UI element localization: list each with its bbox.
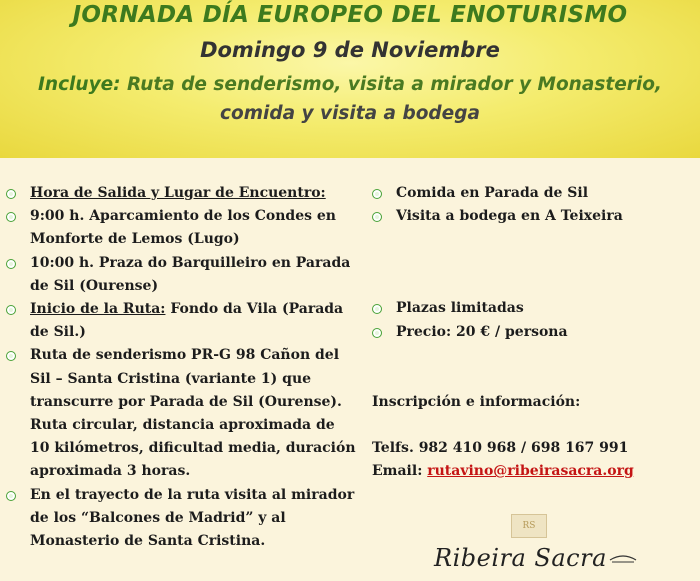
email-label: Email: xyxy=(372,463,428,480)
route-visit: En el trayecto de la ruta visita al mirador de los “Balcones de Madrid” y al Monasterio de Santa Cristina. xyxy=(30,486,355,550)
list-item xyxy=(372,182,692,205)
bullet-icon xyxy=(6,212,16,222)
logo-text: Ribeira Sacra xyxy=(434,544,607,572)
ribeira-sacra-logo xyxy=(432,504,642,581)
bullet-icon xyxy=(372,328,382,338)
winery-text: Visita a bodega en A Teixeira xyxy=(396,208,623,225)
logo-mark: RS xyxy=(511,514,547,538)
right-column xyxy=(372,182,692,483)
email-line xyxy=(372,460,692,483)
phone-numbers: Telfs. 982 410 968 / 698 167 991 xyxy=(372,440,629,457)
bullet-icon xyxy=(6,259,16,269)
route-description: Ruta de senderismo PR-G 98 Cañon del Sil – Santa Cristina (variante 1) que transcurre por Parada de Sil (Ourense). Ruta circular, distancia aproximada de 10 kilómetros, dificultad media, duración aproximada 3 horas. xyxy=(30,347,356,480)
event-title: JORNADA DÍA EUROPEO DEL ENOTURISMO xyxy=(72,2,628,28)
departure-parada: 10:00 h. Praza do Barquilleiro en Parada de Sil (Ourense) xyxy=(30,254,351,294)
left-column xyxy=(6,182,358,553)
list-item xyxy=(372,205,692,228)
bullet-icon xyxy=(372,189,382,199)
bullet-icon xyxy=(6,491,16,501)
includes-line-1 xyxy=(0,74,700,95)
header-banner xyxy=(0,0,700,158)
list-item xyxy=(6,205,358,251)
departure-monforte: 9:00 h. Aparcamiento de los Condes en Monforte de Lemos (Lugo) xyxy=(30,208,336,248)
route-start-text: Fondo da Vila (Parada de Sil.) xyxy=(30,301,344,341)
limited-places: Plazas limitadas xyxy=(396,300,524,317)
list-item xyxy=(372,321,692,344)
includes-text-1: Ruta de senderismo, visita a mirador y Monasterio, xyxy=(120,74,662,95)
bullet-icon xyxy=(372,304,382,314)
bullet-icon xyxy=(6,305,16,315)
includes-line-2: comida y visita a bodega xyxy=(220,103,480,124)
email-link[interactable]: rutavino@ribeirasacra.org xyxy=(427,463,634,480)
price-text: Precio: 20 € / persona xyxy=(396,323,568,340)
bullet-icon xyxy=(6,351,16,361)
includes-lead: Incluye: xyxy=(38,74,121,95)
list-item xyxy=(6,298,358,344)
list-item xyxy=(6,252,358,298)
list-item xyxy=(372,297,692,320)
bullet-icon xyxy=(372,212,382,222)
meeting-heading: Hora de Salida y Lugar de Encuentro: xyxy=(30,185,326,201)
lunch-text: Comida en Parada de Sil xyxy=(396,185,589,201)
swoosh-icon xyxy=(608,550,638,564)
info-heading: Inscripción e información: xyxy=(372,393,581,410)
list-item xyxy=(6,182,358,205)
list-item xyxy=(6,484,358,554)
bullet-icon xyxy=(6,189,16,199)
event-date: Domingo 9 de Noviembre xyxy=(200,38,500,62)
route-start-label: Inicio de la Ruta: xyxy=(30,301,166,318)
list-item xyxy=(6,344,358,483)
